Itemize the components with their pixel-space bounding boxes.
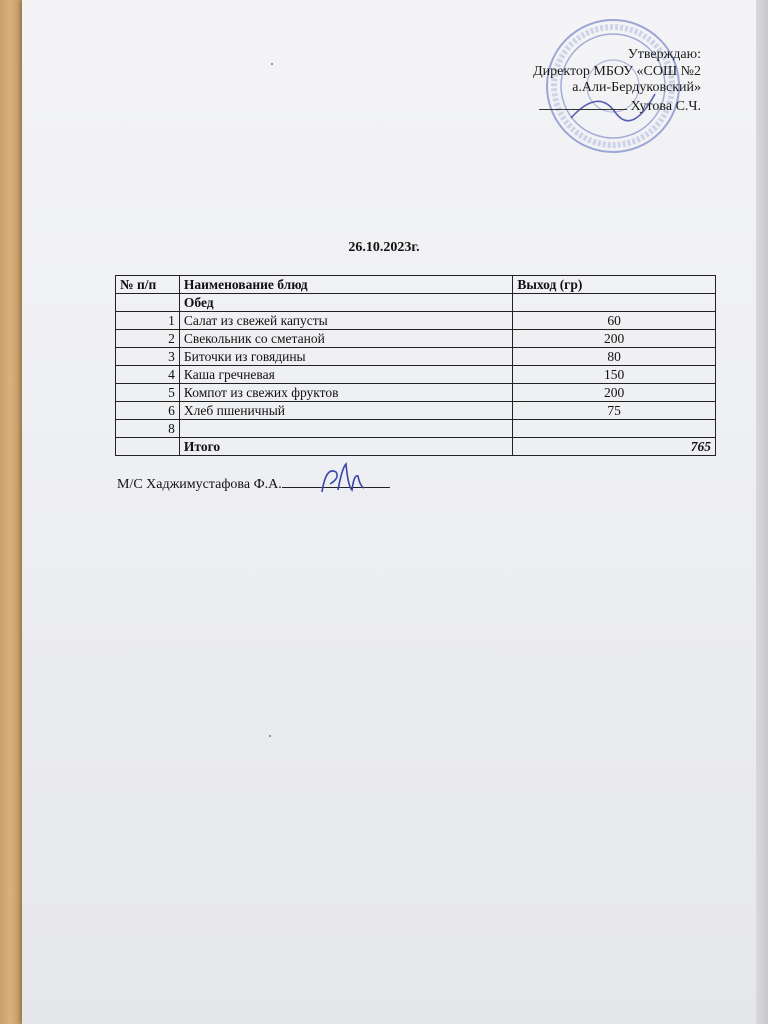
nurse-name: М/С Хаджимустафова Ф.А.: [117, 477, 282, 492]
empty-cell: [116, 438, 180, 456]
table-row: [116, 420, 716, 438]
dish-name: Компот из свежих фруктов: [179, 384, 512, 402]
dish-weight: 200: [513, 384, 716, 402]
section-label: Обед: [179, 294, 512, 312]
dish-weight: 75: [513, 402, 716, 420]
row-number: 8: [116, 420, 180, 438]
row-number: 2: [116, 330, 180, 348]
paper-speck: [271, 63, 273, 65]
paper-speck: [269, 735, 271, 737]
row-number: 3: [116, 348, 180, 366]
dish-weight: 80: [513, 348, 716, 366]
dish-weight: [513, 420, 716, 438]
total-value: 765: [513, 438, 716, 456]
table-row: [116, 348, 716, 366]
header-number: № п/п: [116, 276, 180, 294]
dish-name: Свекольник со сметаной: [179, 330, 512, 348]
signature-line: [539, 97, 627, 110]
total-label: Итого: [179, 438, 512, 456]
table-row: [116, 366, 716, 384]
table-row: [116, 402, 716, 420]
dish-name: Каша гречневая: [179, 366, 512, 384]
approval-block: [533, 47, 701, 115]
row-number: 5: [116, 384, 180, 402]
row-number: 1: [116, 312, 180, 330]
director-name: Хутова С.Ч.: [630, 98, 701, 114]
approval-title: Утверждаю:: [627, 47, 701, 62]
header-dish: Наименование блюд: [179, 276, 512, 294]
menu-table: [115, 275, 716, 456]
section-row: [116, 294, 716, 312]
table-row: [116, 384, 716, 402]
dish-weight: 200: [513, 330, 716, 348]
row-number: 4: [116, 366, 180, 384]
paper-edge: [756, 0, 768, 1024]
dish-name: Биточки из говядины: [179, 348, 512, 366]
dish-name: Салат из свежей капусты: [179, 312, 512, 330]
total-row: [116, 438, 716, 456]
approval-position: Директор МБОУ «СОШ №2: [533, 63, 701, 79]
menu-date: 26.10.2023г.: [348, 240, 420, 255]
empty-cell: [513, 294, 716, 312]
approval-school: а.Али-Бердуковский»: [572, 80, 701, 95]
row-number: 6: [116, 402, 180, 420]
dish-name: [179, 420, 512, 438]
dish-weight: 150: [513, 366, 716, 384]
approval-signatory: [533, 97, 701, 116]
dish-name: Хлеб пшеничный: [179, 402, 512, 420]
empty-cell: [116, 294, 180, 312]
dish-weight: 60: [513, 312, 716, 330]
table-header-row: [116, 276, 716, 294]
header-weight: Выход (гр): [513, 276, 716, 294]
handwritten-signature: [316, 456, 376, 500]
table-row: [116, 312, 716, 330]
table-row: [116, 330, 716, 348]
